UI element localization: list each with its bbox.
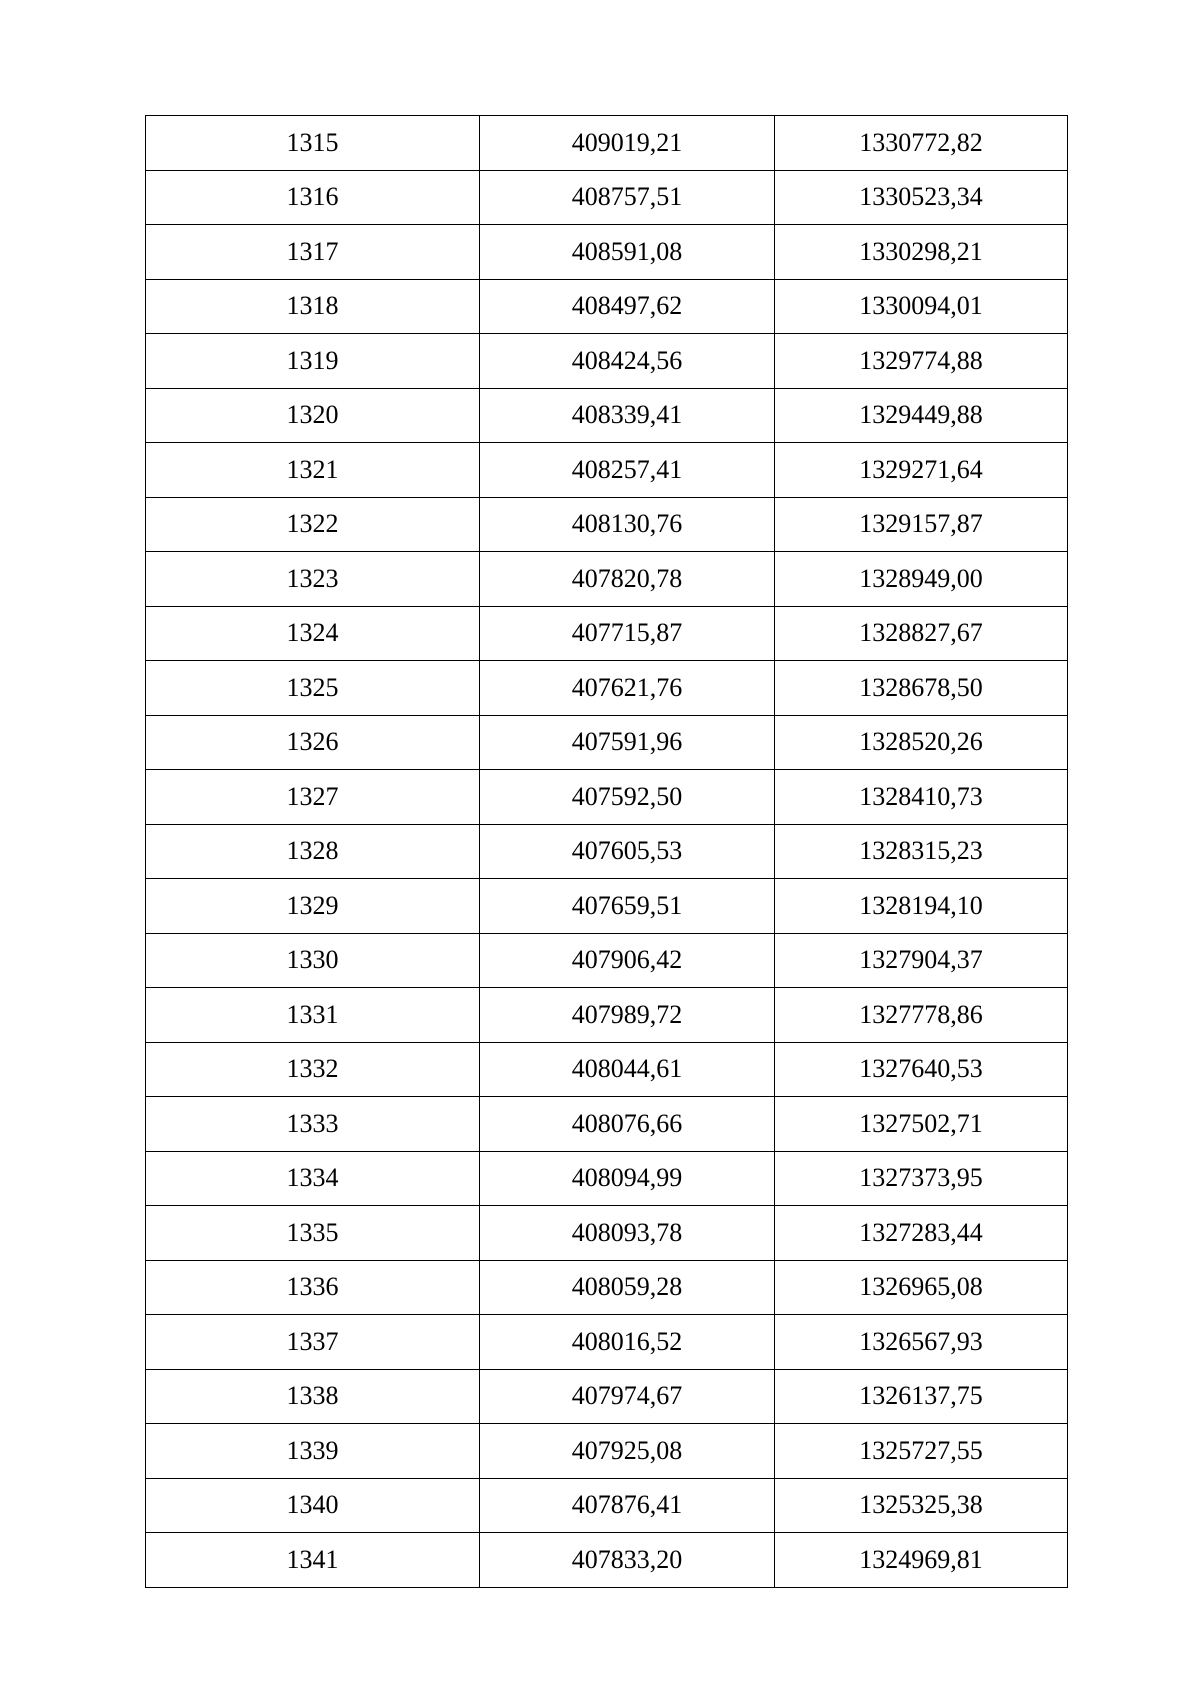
table-row (146, 606, 1068, 661)
table-row (146, 225, 1068, 280)
x-coordinate-cell: 408257,41 (480, 443, 775, 498)
x-coordinate-cell: 408093,78 (480, 1206, 775, 1261)
point-number-cell: 1324 (146, 606, 480, 661)
x-coordinate-cell: 407906,42 (480, 933, 775, 988)
point-number-cell: 1319 (146, 334, 480, 389)
table-row (146, 388, 1068, 443)
x-coordinate-cell: 409019,21 (480, 116, 775, 171)
y-coordinate-cell: 1328827,67 (775, 606, 1068, 661)
point-number-cell: 1337 (146, 1315, 480, 1370)
y-coordinate-cell: 1330298,21 (775, 225, 1068, 280)
table-row (146, 988, 1068, 1043)
x-coordinate-cell: 407820,78 (480, 552, 775, 607)
x-coordinate-cell: 408059,28 (480, 1260, 775, 1315)
table-row (146, 770, 1068, 825)
point-number-cell: 1320 (146, 388, 480, 443)
point-number-cell: 1340 (146, 1478, 480, 1533)
x-coordinate-cell: 408076,66 (480, 1097, 775, 1152)
table-row (146, 933, 1068, 988)
x-coordinate-cell: 408130,76 (480, 497, 775, 552)
point-number-cell: 1325 (146, 661, 480, 716)
point-number-cell: 1339 (146, 1424, 480, 1479)
coordinates-table-body (146, 116, 1068, 1588)
y-coordinate-cell: 1327640,53 (775, 1042, 1068, 1097)
point-number-cell: 1336 (146, 1260, 480, 1315)
table-row (146, 116, 1068, 171)
table-row (146, 1424, 1068, 1479)
point-number-cell: 1329 (146, 879, 480, 934)
y-coordinate-cell: 1327283,44 (775, 1206, 1068, 1261)
y-coordinate-cell: 1327904,37 (775, 933, 1068, 988)
y-coordinate-cell: 1327778,86 (775, 988, 1068, 1043)
point-number-cell: 1322 (146, 497, 480, 552)
table-row (146, 1042, 1068, 1097)
x-coordinate-cell: 407833,20 (480, 1533, 775, 1588)
point-number-cell: 1330 (146, 933, 480, 988)
table-row (146, 1315, 1068, 1370)
y-coordinate-cell: 1330094,01 (775, 279, 1068, 334)
x-coordinate-cell: 408016,52 (480, 1315, 775, 1370)
y-coordinate-cell: 1330523,34 (775, 170, 1068, 225)
point-number-cell: 1328 (146, 824, 480, 879)
x-coordinate-cell: 407876,41 (480, 1478, 775, 1533)
table-row (146, 170, 1068, 225)
y-coordinate-cell: 1326965,08 (775, 1260, 1068, 1315)
table-row (146, 715, 1068, 770)
x-coordinate-cell: 407925,08 (480, 1424, 775, 1479)
x-coordinate-cell: 407592,50 (480, 770, 775, 825)
point-number-cell: 1338 (146, 1369, 480, 1424)
y-coordinate-cell: 1326137,75 (775, 1369, 1068, 1424)
point-number-cell: 1315 (146, 116, 480, 171)
point-number-cell: 1326 (146, 715, 480, 770)
point-number-cell: 1316 (146, 170, 480, 225)
table-row (146, 879, 1068, 934)
point-number-cell: 1317 (146, 225, 480, 280)
x-coordinate-cell: 407621,76 (480, 661, 775, 716)
table-row (146, 824, 1068, 879)
x-coordinate-cell: 408339,41 (480, 388, 775, 443)
x-coordinate-cell: 407974,67 (480, 1369, 775, 1424)
y-coordinate-cell: 1328410,73 (775, 770, 1068, 825)
table-row (146, 334, 1068, 389)
x-coordinate-cell: 408497,62 (480, 279, 775, 334)
x-coordinate-cell: 408757,51 (480, 170, 775, 225)
table-row (146, 1533, 1068, 1588)
y-coordinate-cell: 1326567,93 (775, 1315, 1068, 1370)
x-coordinate-cell: 407659,51 (480, 879, 775, 934)
table-row (146, 443, 1068, 498)
table-row (146, 279, 1068, 334)
x-coordinate-cell: 407605,53 (480, 824, 775, 879)
table-row (146, 1260, 1068, 1315)
x-coordinate-cell: 408094,99 (480, 1151, 775, 1206)
x-coordinate-cell: 407715,87 (480, 606, 775, 661)
point-number-cell: 1335 (146, 1206, 480, 1261)
x-coordinate-cell: 407591,96 (480, 715, 775, 770)
y-coordinate-cell: 1330772,82 (775, 116, 1068, 171)
y-coordinate-cell: 1328315,23 (775, 824, 1068, 879)
y-coordinate-cell: 1329157,87 (775, 497, 1068, 552)
table-row (146, 552, 1068, 607)
coordinates-table (145, 115, 1068, 1588)
table-row (146, 661, 1068, 716)
point-number-cell: 1323 (146, 552, 480, 607)
table-row (146, 1369, 1068, 1424)
y-coordinate-cell: 1329449,88 (775, 388, 1068, 443)
y-coordinate-cell: 1328949,00 (775, 552, 1068, 607)
point-number-cell: 1327 (146, 770, 480, 825)
y-coordinate-cell: 1325727,55 (775, 1424, 1068, 1479)
point-number-cell: 1318 (146, 279, 480, 334)
y-coordinate-cell: 1328194,10 (775, 879, 1068, 934)
point-number-cell: 1341 (146, 1533, 480, 1588)
table-row (146, 497, 1068, 552)
y-coordinate-cell: 1329271,64 (775, 443, 1068, 498)
y-coordinate-cell: 1324969,81 (775, 1533, 1068, 1588)
table-row (146, 1206, 1068, 1261)
point-number-cell: 1321 (146, 443, 480, 498)
y-coordinate-cell: 1328678,50 (775, 661, 1068, 716)
x-coordinate-cell: 407989,72 (480, 988, 775, 1043)
y-coordinate-cell: 1327373,95 (775, 1151, 1068, 1206)
y-coordinate-cell: 1327502,71 (775, 1097, 1068, 1152)
table-row (146, 1097, 1068, 1152)
x-coordinate-cell: 408591,08 (480, 225, 775, 280)
table-row (146, 1478, 1068, 1533)
point-number-cell: 1334 (146, 1151, 480, 1206)
y-coordinate-cell: 1325325,38 (775, 1478, 1068, 1533)
x-coordinate-cell: 408044,61 (480, 1042, 775, 1097)
point-number-cell: 1331 (146, 988, 480, 1043)
y-coordinate-cell: 1329774,88 (775, 334, 1068, 389)
x-coordinate-cell: 408424,56 (480, 334, 775, 389)
point-number-cell: 1332 (146, 1042, 480, 1097)
y-coordinate-cell: 1328520,26 (775, 715, 1068, 770)
point-number-cell: 1333 (146, 1097, 480, 1152)
table-row (146, 1151, 1068, 1206)
